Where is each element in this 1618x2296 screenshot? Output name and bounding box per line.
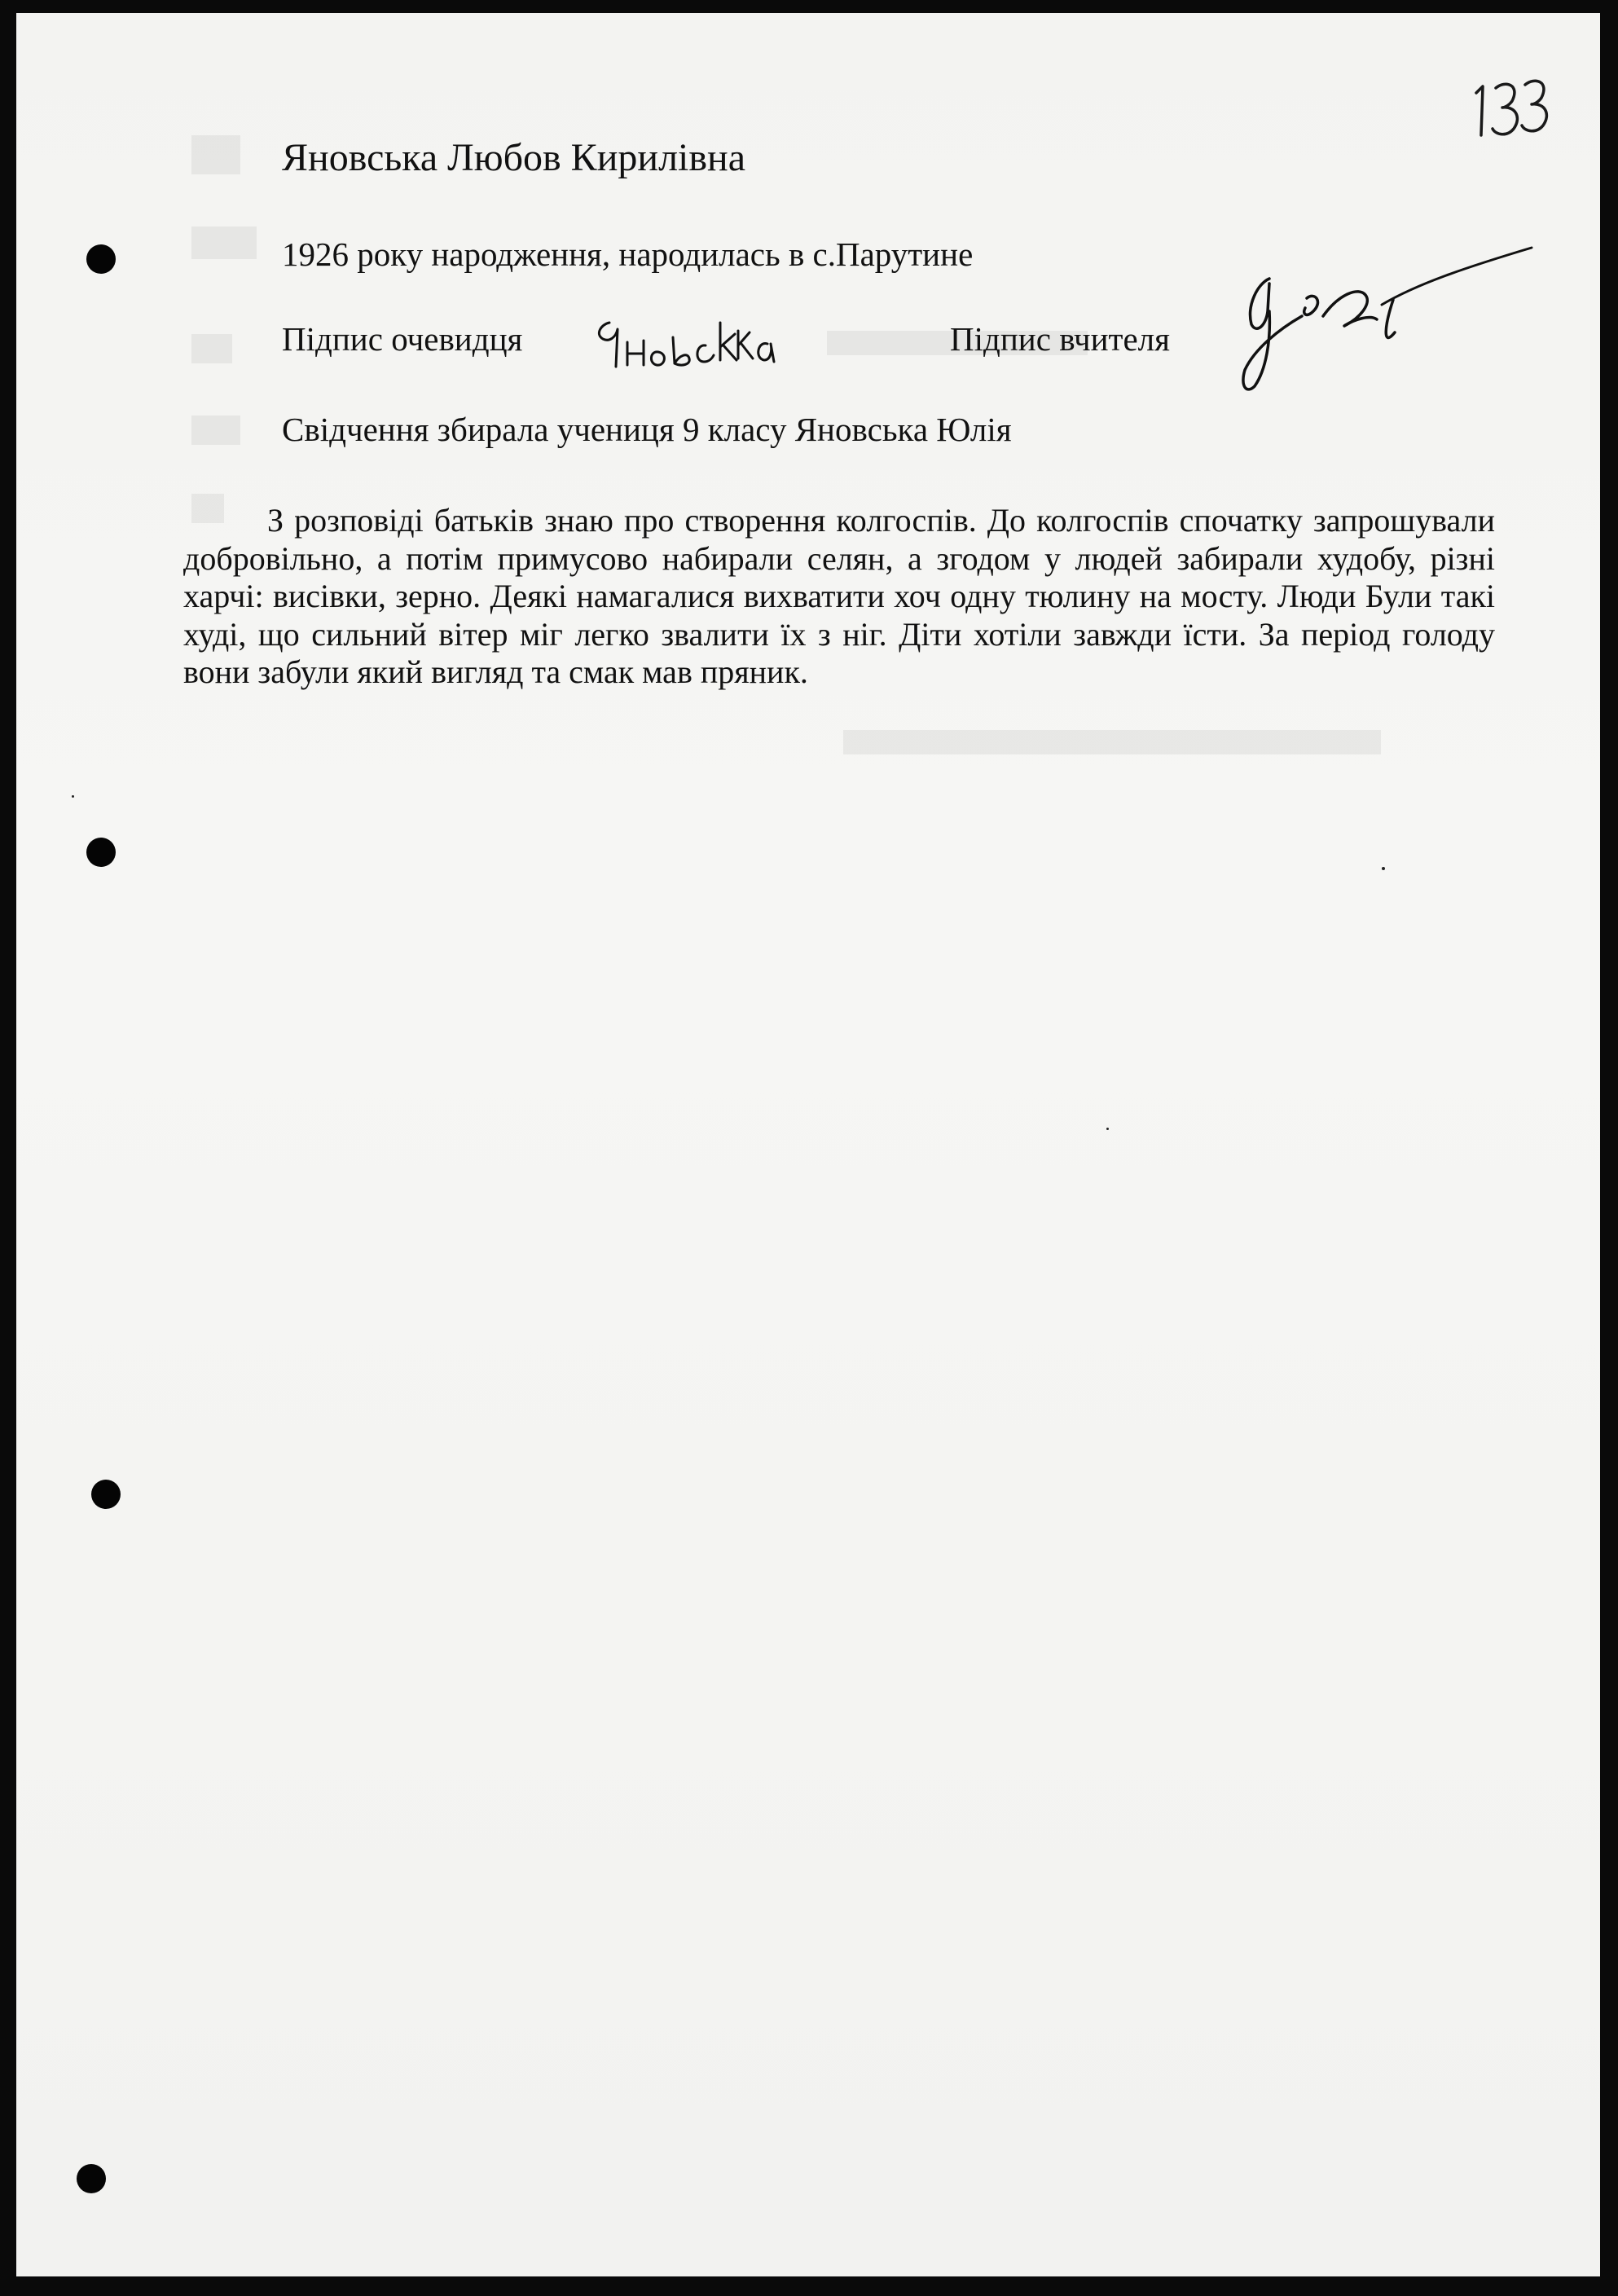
birth-info: 1926 року народження, народилась в с.Парутине xyxy=(282,235,974,273)
teacher-signature xyxy=(1222,227,1548,406)
teacher-signature-label: Підпис вчителя xyxy=(950,320,1170,358)
binder-hole-2 xyxy=(86,838,116,867)
page-number-handwritten xyxy=(1468,77,1558,150)
testimony-paragraph: З розповіді батьків знаю про створення колгоспів. До колгоспів спочатку запрошували добровільно, а потім примусово набирали селян, а згодом у людей забирали худобу, різні харчі: висівки, зерно. Деякі намагалися вихватити хоч одну тюлину на мосту. Люди Були такі худі, що сильний вітер міг легко звалити їх з ніг. Діти хотіли завжди їсти. За період голоду вони забули який вигляд та смак мав пряник. xyxy=(183,502,1495,690)
dust-speck xyxy=(1382,867,1385,870)
dust-speck xyxy=(1106,1128,1109,1130)
witness-signature xyxy=(587,313,782,386)
collector-info: Свідчення збирала учениця 9 класу Яновська Юлія xyxy=(282,411,1012,448)
binder-hole-3 xyxy=(91,1480,121,1509)
binder-hole-4 xyxy=(77,2164,106,2193)
witness-signature-label: Підпис очевидця xyxy=(282,320,523,358)
dust-speck xyxy=(72,795,74,798)
binder-hole-1 xyxy=(86,244,116,274)
document-page xyxy=(16,13,1600,2276)
witness-name-heading: Яновська Любов Кирилівна xyxy=(282,136,746,179)
